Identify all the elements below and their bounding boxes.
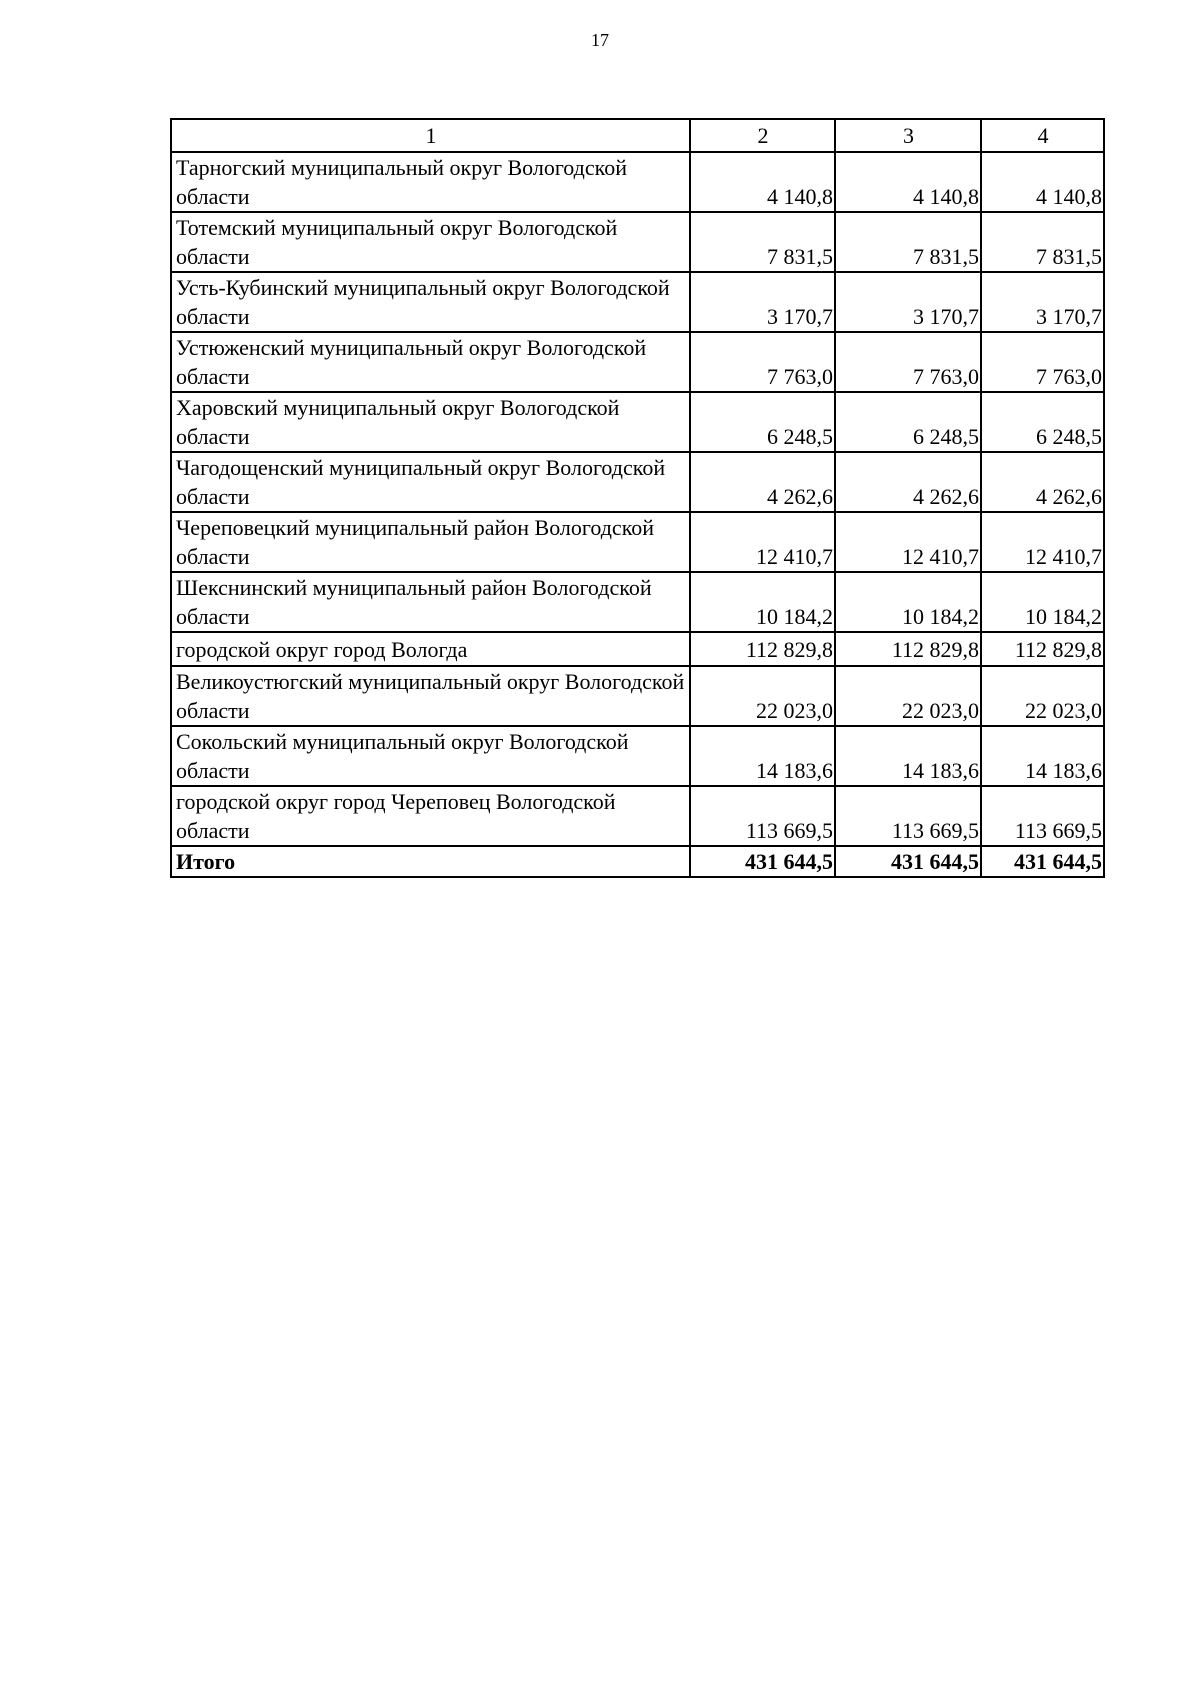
row-name: Великоустюгский муниципальный округ Вологодской области	[171, 666, 690, 726]
row-value-col4: 3 170,7	[981, 272, 1104, 332]
row-name: Устюженский муниципальный округ Вологодской области	[171, 332, 690, 392]
row-value-col4: 7 763,0	[981, 332, 1104, 392]
row-value-col4: 14 183,6	[981, 726, 1104, 786]
row-value-col3: 22 023,0	[835, 666, 981, 726]
row-value-col2: 7 763,0	[690, 332, 835, 392]
total-value-col4: 431 644,5	[981, 846, 1104, 877]
row-value-col4: 112 829,8	[981, 632, 1104, 666]
table-row	[171, 786, 1104, 846]
row-value-col3: 10 184,2	[835, 572, 981, 632]
column-header-1: 1	[171, 119, 690, 152]
total-row	[171, 846, 1104, 877]
total-label: Итого	[171, 846, 690, 877]
row-name: городской округ город Вологда	[171, 632, 690, 666]
table-row	[171, 212, 1104, 272]
row-value-col3: 14 183,6	[835, 726, 981, 786]
row-value-col4: 6 248,5	[981, 392, 1104, 452]
row-value-col3: 4 262,6	[835, 452, 981, 512]
row-value-col2: 6 248,5	[690, 392, 835, 452]
row-value-col3: 4 140,8	[835, 152, 981, 212]
row-value-col2: 113 669,5	[690, 786, 835, 846]
table-row	[171, 272, 1104, 332]
table-row	[171, 392, 1104, 452]
table-row	[171, 332, 1104, 392]
row-value-col4: 113 669,5	[981, 786, 1104, 846]
row-value-col2: 3 170,7	[690, 272, 835, 332]
row-value-col2: 12 410,7	[690, 512, 835, 572]
row-value-col2: 112 829,8	[690, 632, 835, 666]
row-value-col3: 6 248,5	[835, 392, 981, 452]
row-name: Усть-Кубинский муниципальный округ Вологодской области	[171, 272, 690, 332]
table-row	[171, 632, 1104, 666]
table-row	[171, 666, 1104, 726]
page-number: 17	[591, 30, 609, 50]
row-name: Харовский муниципальный округ Вологодской области	[171, 392, 690, 452]
row-value-col2: 10 184,2	[690, 572, 835, 632]
row-value-col4: 7 831,5	[981, 212, 1104, 272]
row-value-col2: 4 262,6	[690, 452, 835, 512]
row-value-col2: 22 023,0	[690, 666, 835, 726]
row-name: Чагодощенский муниципальный округ Вологодской области	[171, 452, 690, 512]
table-row	[171, 572, 1104, 632]
row-value-col4: 22 023,0	[981, 666, 1104, 726]
row-name: городской округ город Череповец Вологодской области	[171, 786, 690, 846]
table-row	[171, 452, 1104, 512]
table-header-row	[171, 119, 1104, 152]
column-header-2: 2	[690, 119, 835, 152]
column-header-3: 3	[835, 119, 981, 152]
row-value-col3: 113 669,5	[835, 786, 981, 846]
row-name: Череповецкий муниципальный район Вологодской области	[171, 512, 690, 572]
row-value-col4: 10 184,2	[981, 572, 1104, 632]
total-value-col3: 431 644,5	[835, 846, 981, 877]
row-value-col4: 4 140,8	[981, 152, 1104, 212]
row-name: Тарногский муниципальный округ Вологодской области	[171, 152, 690, 212]
row-value-col2: 7 831,5	[690, 212, 835, 272]
row-value-col3: 3 170,7	[835, 272, 981, 332]
row-value-col2: 14 183,6	[690, 726, 835, 786]
column-header-4: 4	[981, 119, 1104, 152]
row-name: Сокольский муниципальный округ Вологодской области	[171, 726, 690, 786]
row-value-col3: 12 410,7	[835, 512, 981, 572]
row-name: Шекснинский муниципальный район Вологодской области	[171, 572, 690, 632]
row-value-col2: 4 140,8	[690, 152, 835, 212]
row-value-col4: 4 262,6	[981, 452, 1104, 512]
row-value-col4: 12 410,7	[981, 512, 1104, 572]
row-value-col3: 112 829,8	[835, 632, 981, 666]
table-row	[171, 726, 1104, 786]
total-value-col2: 431 644,5	[690, 846, 835, 877]
row-name: Тотемский муниципальный округ Вологодской области	[171, 212, 690, 272]
row-value-col3: 7 763,0	[835, 332, 981, 392]
data-table	[170, 118, 1105, 878]
table-row	[171, 152, 1104, 212]
table-row	[171, 512, 1104, 572]
row-value-col3: 7 831,5	[835, 212, 981, 272]
